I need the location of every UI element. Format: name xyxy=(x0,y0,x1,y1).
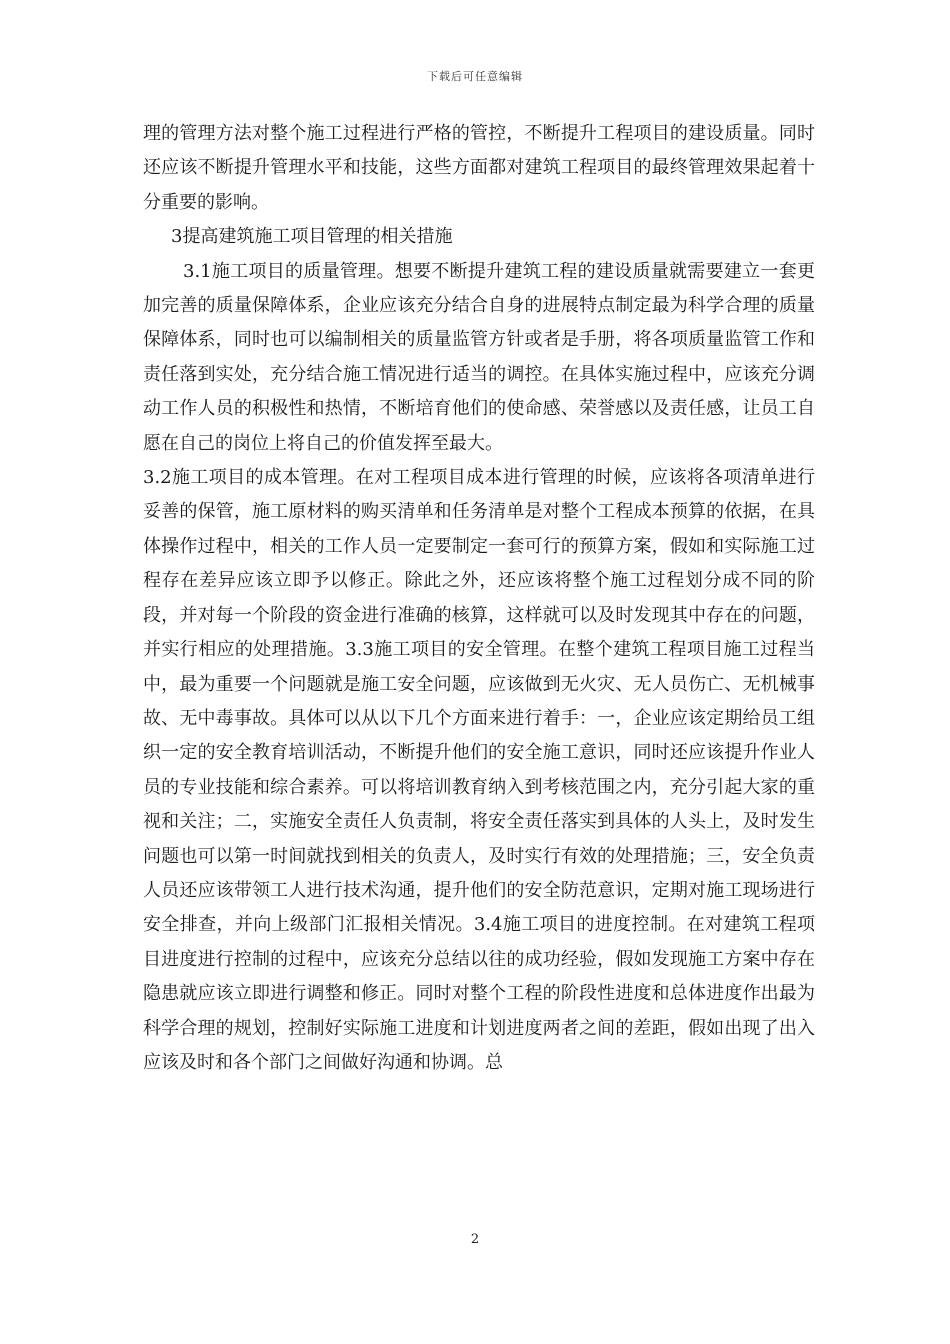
section-heading-3: 3提高建筑施工项目管理的相关措施 xyxy=(171,226,453,248)
page-number: 2 xyxy=(470,1232,480,1247)
paragraph-3-2: 3.2施工项目的成本管理。在对工程项目成本进行管理的时候，应该将各项清单进行妥善的保管，施工原材料的购买清单和任务清单是对整个工程成本预算的依据，在具体操作过程中，相关的工作人员一定要制定一套可行的预算方案，假如和实际施工过程存在差异应该立即予以修正。除此之外，还应该将整个施工过程划分成不同的阶段，并对每一个阶段的资金进行准确的核算，这样就可以及时发现其中存在的问题，并实行相应的处理措施。3.3施工项目的安全管理。在整个建筑工程项目施工过程当中，最为重要一个问题就是施工安全问题，应该做到无火灾、无人员伤亡、无机械事故、无中毒事故。具体可以从以下几个方面来进行着手：一，企业应该定期给员工组织一定的安全教育培训活动，不断提升他们的安全施工意识，同时还应该提升作业人员的专业技能和综合素养。可以将培训教育纳入到考核范围之内，充分引起大家的重视和关注；二，实施安全责任人负责制，将安全责任落实到具体的人头上，及时发生问题也可以第一时间就找到相关的负责人，及时实行有效的处理措施；三，安全负责人员还应该带领工人进行技术沟通，提升他们的安全防范意识，定期对施工现场进行安全排查，并向上级部门汇报相关情况。3.4施工项目的进度控制。在对建筑工程项目进度进行控制的过程中，应该充分总结以往的成功经验，假如发现施工方案中存在隐患就应该立即进行调整和修正。同时对整个工程的阶段性进度和总体进度作出最为科学合理的规划，控制好实际施工进度和计划进度两者之间的差距，假如出现了出入应该及时和各个部门之间做好沟通和协调。总 xyxy=(143,467,815,1073)
page-header: 下载后可任意编辑 xyxy=(427,70,523,83)
paragraph-continuation: 理的管理方法对整个施工过程进行严格的管控，不断提升工程项目的建设质量。同时还应该不断提升管理水平和技能，这些方面都对建筑工程项目的最终管理效果起着十分重要的影响。 xyxy=(143,123,815,213)
paragraph-3-1: 3.1施工项目的质量管理。想要不断提升建筑工程的建设质量就需要建立一套更加完善的质量保障体系，企业应该充分结合自身的进展特点制定最为科学合理的质量保障体系，同时也可以编制相关的质量监管方针或者是手册，将各项质量监管工作和责任落到实处，充分结合施工情况进行适当的调控。在具体实施过程中，应该充分调动工作人员的积极性和热情，不断培育他们的使命感、荣誉感以及责任感，让员工自愿在自己的岗位上将自己的价值发挥至最大。 xyxy=(143,260,815,454)
document-body xyxy=(143,117,815,1080)
